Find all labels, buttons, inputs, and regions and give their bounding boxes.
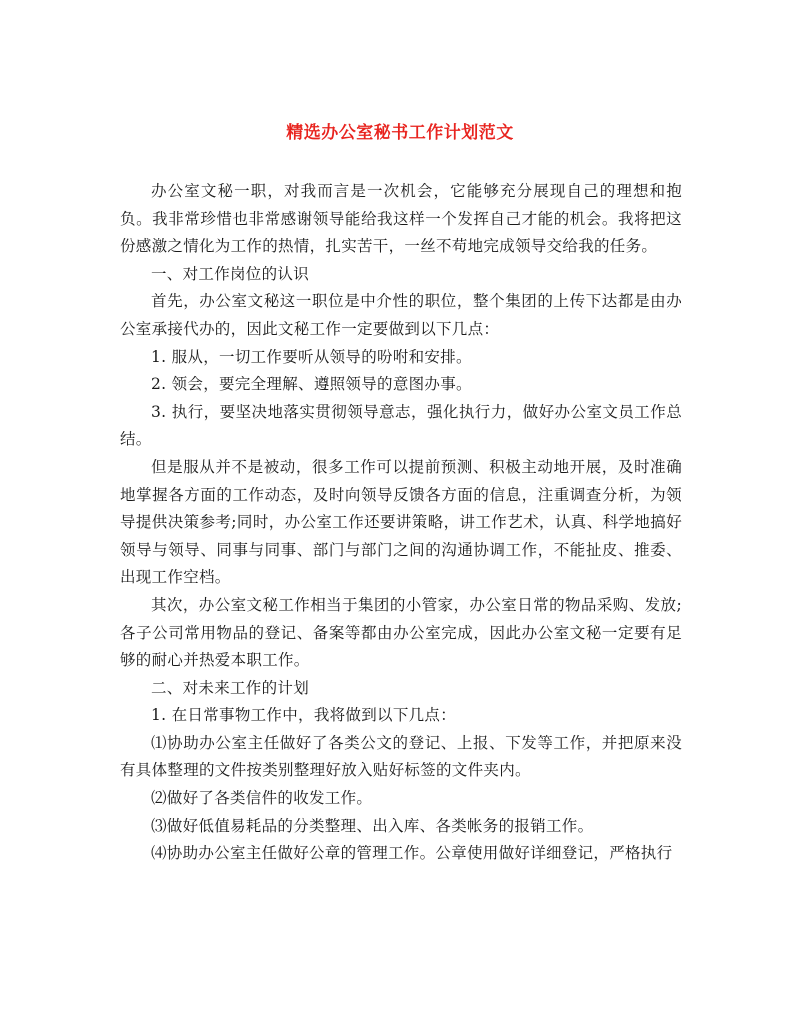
document-title: 精选办公室秘书工作计划范文	[286, 123, 514, 143]
paragraph: 但是服从并不是被动，很多工作可以提前预测、积极主动地开展，及时准确地掌握各方面的工作动态，及时向领导反馈各方面的信息，注重调查分析，为领导提供决策参考;同时，办公室工作还要讲策略，讲工作艺术，认真、科学地搞好领导与领导、同事与同事、部门与部门之间的沟通协调工作，不能扯皮、推委、出现工作空档。	[120, 457, 682, 587]
paragraph: 首先，办公室文秘这一职位是中介性的职位，整个集团的上传下达都是由办公室承接代办的，因此文秘工作一定要做到以下几点：	[120, 292, 682, 338]
list-item: 3. 执行，要坚决地落实贯彻领导意志，强化执行力，做好办公室文员工作总结。	[120, 402, 682, 449]
list-item: 2. 领会，要完全理解、遵照领导的意图办事。	[151, 375, 472, 394]
paragraph: 其次，办公室文秘工作相当于集团的小管家，办公室日常的物品采购、发放;各子公司常用物品的登记、备案等都由办公室完成，因此办公室文秘一定要有足够的耐心并热爱本职工作。	[120, 595, 682, 670]
document-body	[120, 178, 682, 868]
list-item: ⑵做好了各类信件的收发工作。	[151, 789, 373, 808]
list-item: ⑷协助办公室主任做好公章的管理工作。公章使用做好详细登记，严格执行	[151, 844, 673, 863]
section-heading: 二、对未来工作的计划	[151, 678, 310, 697]
list-item: 1. 在日常事物工作中，我将做到以下几点：	[151, 706, 457, 725]
list-item: ⑶做好低值易耗品的分类整理、出入库、各类帐务的报销工作。	[151, 816, 594, 835]
section-heading: 一、对工作岗位的认识	[151, 264, 310, 283]
list-item: ⑴协助办公室主任做好了各类公文的登记、上报、下发等工作，并把原来没有具体整理的文件按类别整理好放入贴好标签的文件夹内。	[120, 733, 682, 780]
paragraph: 办公室文秘一职，对我而言是一次机会，它能够充分展现自己的理想和抱负。我非常珍惜也非常感谢领导能给我这样一个发挥自己才能的机会。我将把这份感激之情化为工作的热情，扎实苦干，一丝不苟地完成领导交给我的任务。	[120, 182, 682, 256]
list-item: 1. 服从，一切工作要听从领导的吩咐和安排。	[151, 347, 472, 366]
